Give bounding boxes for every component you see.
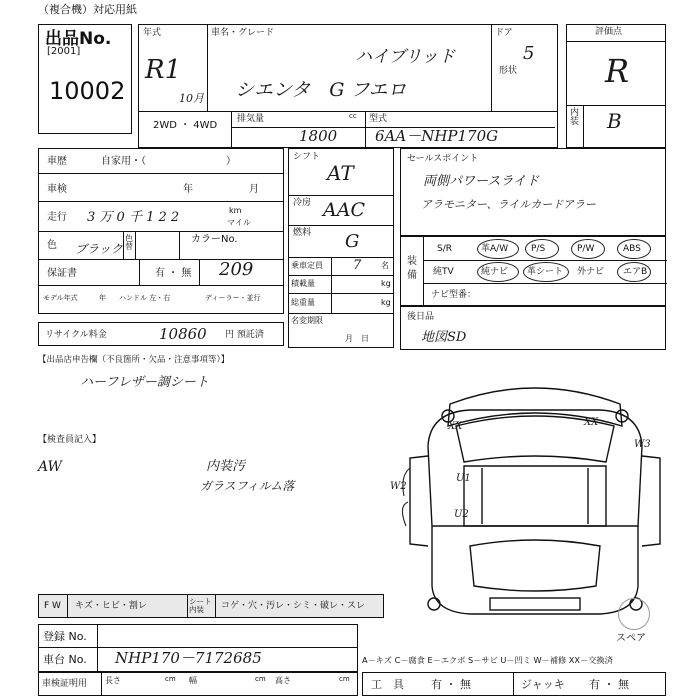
equip-navi: 純ナビ bbox=[481, 267, 509, 277]
circle-abs bbox=[617, 239, 651, 259]
displacement-value: 1800 bbox=[299, 127, 338, 145]
history-label: 車歴 bbox=[47, 156, 67, 167]
mark-u1: U1 bbox=[456, 473, 471, 484]
cert-box bbox=[38, 672, 358, 696]
displacement-label: 排気量 bbox=[237, 114, 265, 124]
cert-label: 車検証明用 bbox=[42, 679, 88, 689]
cc-unit: cc bbox=[349, 112, 357, 120]
chassis-value: NHP170－7172685 bbox=[115, 649, 262, 667]
equipment-label: 装備 bbox=[407, 256, 417, 281]
recycle-label: リサイクル料金 bbox=[45, 330, 107, 340]
mileage-label: 走行 bbox=[47, 212, 67, 223]
interior-value: B bbox=[607, 109, 622, 133]
door-label: ドア bbox=[495, 28, 513, 38]
seat-label: シート内装 bbox=[189, 597, 212, 614]
mark-w2: W2 bbox=[390, 481, 407, 492]
load-unit: kg bbox=[381, 279, 391, 288]
mark-u2: U2 bbox=[454, 509, 469, 520]
length-label: 長さ bbox=[105, 676, 121, 685]
circle-leather-seat bbox=[523, 262, 569, 282]
color-change-label: 色替 bbox=[125, 234, 133, 251]
chassis-label: 車台 No. bbox=[43, 653, 87, 666]
ac-value: AAC bbox=[323, 199, 365, 221]
spare-tire-icon bbox=[618, 598, 650, 630]
equip-leather-aw: 革A/W bbox=[481, 244, 509, 254]
options-value: 地図SD bbox=[421, 330, 467, 345]
name-label: 車名・グレード bbox=[211, 28, 275, 38]
mark-xx-front-right: XX bbox=[584, 417, 599, 428]
color-value: ブラック bbox=[75, 242, 123, 256]
seat-items: コゲ・穴・汚レ・シミ・破レ・スレ bbox=[221, 601, 366, 611]
tool-options: 有 ・ 無 bbox=[431, 678, 471, 691]
color-no-value: 209 bbox=[219, 259, 254, 280]
width-unit: cm bbox=[255, 675, 266, 683]
drive-label: 2WD ・ 4WD bbox=[153, 120, 218, 131]
capacity-unit: 名 bbox=[381, 261, 389, 270]
score-value: R bbox=[605, 52, 630, 90]
model-label: 型式 bbox=[369, 114, 388, 124]
inspection-label: 車検 bbox=[47, 184, 67, 195]
circle-leather-aw bbox=[477, 239, 519, 259]
equip-abs: ABS bbox=[623, 244, 641, 254]
equip-ps: P/S bbox=[531, 244, 546, 254]
history-options: 自家用・（ ） bbox=[101, 156, 236, 167]
weight-label: 総重量 bbox=[291, 298, 315, 307]
mark-xx-front-left: XX bbox=[448, 421, 463, 432]
year-value: R1 bbox=[145, 55, 182, 85]
equip-leather-seat: 革シート bbox=[527, 267, 564, 277]
shift-label: シフト bbox=[293, 152, 321, 162]
score-box bbox=[566, 24, 666, 148]
equip-sr: S/R bbox=[437, 244, 452, 254]
model-value: 6AA－NHP170G bbox=[375, 127, 499, 145]
km-unit: km bbox=[229, 206, 242, 215]
tool-label: 工 具 bbox=[371, 678, 404, 691]
equip-airbag: エアB bbox=[623, 267, 648, 277]
mileage-value: 3 万 0 千 1 2 2 bbox=[87, 210, 180, 225]
circle-navi bbox=[477, 262, 519, 282]
jack-label: ジャッキ bbox=[521, 678, 565, 691]
width-label: 幅 bbox=[189, 676, 197, 685]
model-year-unit: 年 bbox=[99, 294, 106, 302]
fw-items: キズ・ヒビ・割レ bbox=[75, 601, 147, 611]
spec-box bbox=[288, 148, 394, 348]
color-label: 色 bbox=[47, 240, 57, 251]
jack-options: 有 ・ 無 bbox=[589, 678, 629, 691]
fw-row bbox=[38, 594, 384, 618]
sheet-title: （複合機）対応用紙 bbox=[38, 3, 137, 16]
inspector-line2: 内装汚 bbox=[206, 459, 246, 474]
reg-chassis-box bbox=[38, 624, 358, 672]
circle-pw bbox=[571, 239, 605, 259]
recycle-box bbox=[38, 322, 284, 346]
vehicle-name-value: シエンタ G フエロ bbox=[235, 79, 407, 101]
load-label: 積載量 bbox=[291, 279, 315, 288]
inspector-line1: AW bbox=[38, 459, 62, 475]
sales-box bbox=[400, 148, 666, 236]
inspection-month: 月 bbox=[249, 184, 259, 195]
damage-legend: A－キズ C－腐食 E－エクボ S－サビ U－凹ミ W－補修 XX－交換済 bbox=[362, 655, 613, 665]
grade-top-value: ハイブリッド bbox=[355, 47, 456, 67]
length-unit: cm bbox=[165, 675, 176, 683]
car-damage-diagram bbox=[400, 376, 670, 636]
name-change-unit: 月 日 bbox=[345, 334, 369, 343]
lot-box bbox=[38, 24, 132, 134]
year-label: 年式 bbox=[143, 28, 162, 38]
spare-label: スペア bbox=[616, 633, 646, 644]
inspection-year: 年 bbox=[183, 184, 193, 195]
details-box bbox=[38, 148, 284, 314]
mark-w3: W3 bbox=[634, 439, 651, 450]
equip-ext-navi: 外ナビ bbox=[577, 267, 605, 277]
inspector-line3: ガラスフィルム落 bbox=[200, 479, 295, 493]
reg-label: 登録 No. bbox=[43, 630, 87, 643]
options-box bbox=[400, 306, 666, 350]
tool-box bbox=[362, 672, 666, 696]
model-year-label: モデル年式 bbox=[43, 294, 78, 302]
circle-ps bbox=[525, 239, 559, 259]
shape-label: 形状 bbox=[499, 66, 518, 76]
options-label: 後日品 bbox=[407, 312, 435, 322]
shift-value: AT bbox=[327, 161, 354, 185]
score-label: 評価点 bbox=[595, 27, 623, 37]
height-unit: cm bbox=[339, 675, 350, 683]
fw-label: F W bbox=[44, 601, 61, 611]
equip-pw: P/W bbox=[577, 244, 595, 254]
handle-label: ハンドル 左・右 bbox=[119, 294, 171, 302]
month-value: 10月 bbox=[179, 92, 204, 105]
lot-label: 出品No. bbox=[45, 29, 112, 49]
warranty-label: 保証書 bbox=[47, 268, 77, 279]
seller-notes-value: ハーフレザー調シート bbox=[80, 375, 209, 390]
sales-line2: アラモニター、ライルカードアラー bbox=[421, 198, 596, 211]
fuel-value: G bbox=[345, 231, 360, 252]
circle-airbag bbox=[617, 262, 651, 282]
seller-notes-label: 【出品店申告欄（不良箇所・欠品・注意事項等）】 bbox=[38, 355, 230, 365]
equipment-box bbox=[400, 236, 666, 306]
vehicle-box bbox=[138, 24, 558, 148]
interior-label: 内装 bbox=[570, 108, 580, 127]
height-label: 高さ bbox=[275, 676, 291, 685]
fuel-label: 燃料 bbox=[293, 228, 312, 238]
name-change-label: 名変期限 bbox=[291, 316, 323, 325]
dealer-label: ディーラー・並行 bbox=[205, 294, 261, 302]
capacity-value: 7 bbox=[353, 258, 362, 273]
recycle-value: 10860 bbox=[159, 325, 207, 343]
ac-label: 冷房 bbox=[293, 198, 312, 208]
door-value: 5 bbox=[523, 43, 535, 64]
warranty-options: 有 ・ 無 bbox=[155, 268, 192, 279]
color-no-label: カラーNo. bbox=[191, 234, 238, 245]
inspector-label: 【検査員記入】 bbox=[38, 435, 102, 445]
weight-unit: kg bbox=[381, 298, 391, 307]
sales-line1: 両側パワースライド bbox=[423, 174, 539, 189]
navi-model-label: ナビ型番： bbox=[431, 290, 477, 300]
equip-tv: 純TV bbox=[433, 267, 454, 277]
sales-label: セールスポイント bbox=[407, 154, 479, 164]
recycle-unit: 円 預託済 bbox=[225, 330, 264, 340]
lot-badge: [2001] bbox=[47, 46, 81, 57]
capacity-label: 乗車定員 bbox=[291, 261, 323, 270]
mile-unit: マイル bbox=[227, 218, 251, 227]
lot-number: 10002 bbox=[49, 77, 126, 105]
